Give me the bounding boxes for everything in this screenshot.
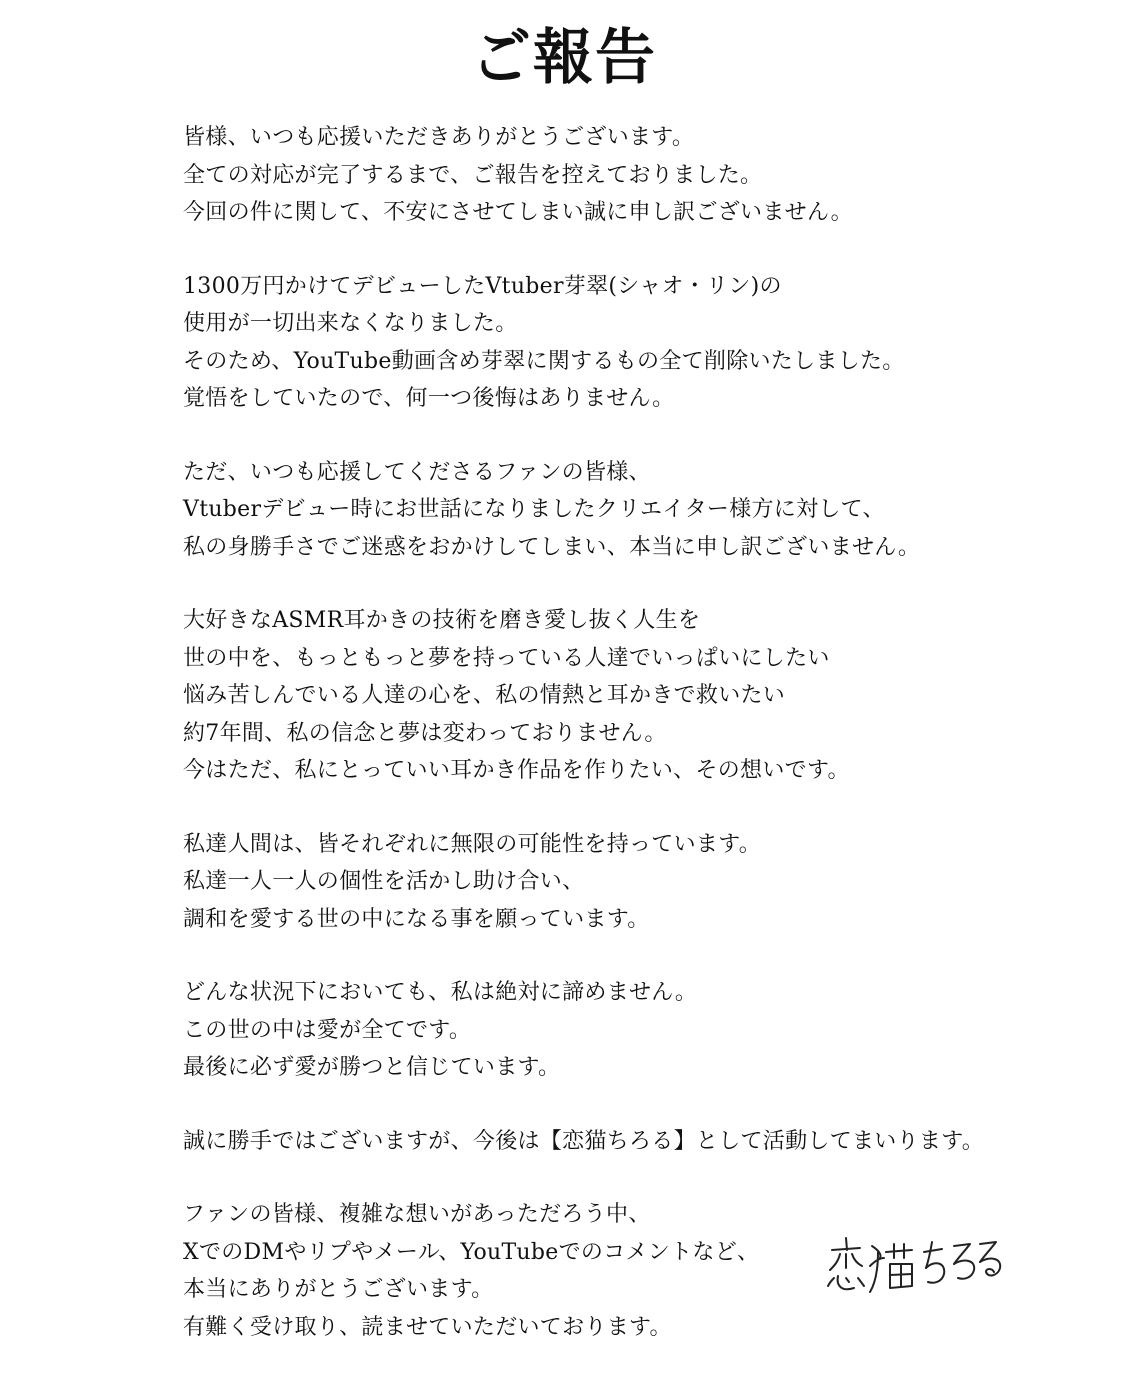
text-line: ファンの皆様、複雑な想いがあっただろう中、	[183, 1202, 651, 1227]
text-line: 私達一人一人の個性を活かし助け合い、	[183, 869, 585, 894]
text-line: 悩み苦しんでいる人達の心を、私の情熱と耳かきで救いたい	[183, 683, 786, 708]
page-title: ご報告	[471, 23, 657, 93]
paragraph-humanity	[183, 826, 1063, 939]
paragraph-vtuber	[183, 268, 1063, 418]
signature-drawing	[820, 1228, 1010, 1308]
text-line: 今回の件に関して、不安にさせてしまい誠に申し訳ございません。	[183, 200, 853, 225]
text-line: 調和を愛する世の中になる事を願っています。	[183, 906, 650, 932]
text-line: 大好きなASMR耳かきの技術を磨き愛し抜く人生を	[183, 608, 701, 633]
text-line: 私達人間は、皆それぞれに無限の可能性を持っています。	[183, 831, 762, 857]
text-line: 本当にありがとうございます。	[183, 1277, 494, 1302]
paragraph-resolve	[183, 974, 1063, 1087]
text-line: 覚悟をしていたので、何一つ後悔はありません。	[183, 386, 675, 411]
text-line: 使用が一切出来なくなりました。	[183, 311, 518, 336]
text-line: 今はただ、私にとっていい耳かき作品を作りたい、その想いです。	[183, 758, 850, 783]
text-line: 皆様、いつも応援いただきありがとうございます。	[183, 125, 695, 150]
paragraph-apology	[183, 454, 1063, 567]
text-line: 世の中を、もっともっと夢を持っている人達でいっぱいにしたい	[183, 645, 830, 671]
text-line: 有難く受け取り、読ませていただいております。	[183, 1314, 672, 1340]
text-line: 最後に必ず愛が勝つと信じています。	[183, 1055, 561, 1080]
text-line: XでのDMやリプやメール、YouTubeでのコメントなど、	[183, 1239, 760, 1265]
text-line: 1300万円かけてデビューしたVtuber芽翠(シャオ・リン)の	[183, 273, 782, 299]
paragraph-greeting	[183, 119, 1063, 232]
text-line: 約7年間、私の信念と夢は変わっておりません。	[183, 720, 667, 746]
paragraph-new-name	[183, 1123, 1063, 1161]
handwritten-signature	[820, 1228, 1010, 1308]
text-line: この世の中は愛が全てです。	[183, 1017, 472, 1043]
announcement-body	[183, 119, 1063, 1382]
text-line: どんな状況下においても、私は絶対に諦めません。	[183, 980, 698, 1005]
text-line: ただ、いつも応援してくださるファンの皆様、	[183, 459, 651, 485]
text-line: 誠に勝手ではございますが、今後は【恋猫ちろる】として活動してまいります。	[183, 1128, 985, 1154]
text-line: Vtuberデビュー時にお世話になりましたクリエイター様方に対して、	[183, 497, 885, 522]
paragraph-dream	[183, 602, 1063, 790]
text-line: 全ての対応が完了するまで、ご報告を控えておりました。	[183, 162, 763, 188]
text-line: そのため、YouTube動画含め芽翠に関するもの全て削除いたしました。	[183, 348, 905, 374]
text-line: 私の身勝手さでご迷惑をおかけしてしまい、本当に申し訳ございません。	[183, 534, 921, 560]
